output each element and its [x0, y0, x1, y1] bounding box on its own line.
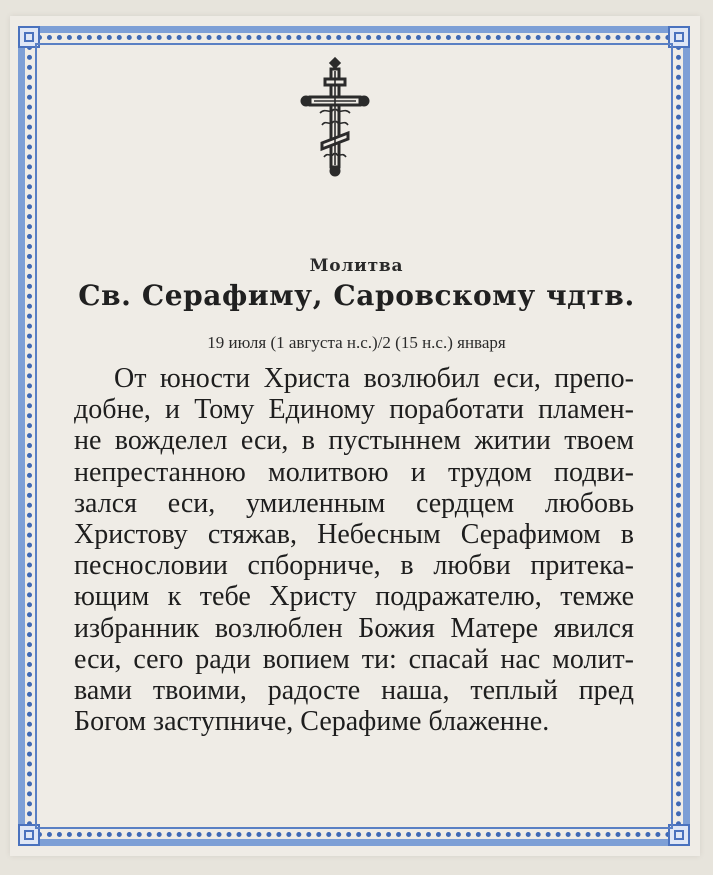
prayer-line: ющим к тебе Христу подражателю, темже — [74, 581, 634, 613]
prayer-line: еси, сего ради вопием ти: спасай нас молит- — [74, 643, 634, 675]
prayer-text — [74, 363, 634, 737]
prayer-line: избранник возлюблен Божия Матере явился — [74, 612, 634, 644]
prayer-line: Богом заступниче, Серафиме блаженне. — [74, 706, 550, 738]
border-corner-top-right — [668, 26, 690, 48]
saint-title: Св. Серафиму, Саровскому чдтв. — [78, 279, 635, 312]
orthodox-cross-icon — [300, 55, 370, 185]
border-corner-bottom-right — [668, 824, 690, 846]
prayer-line: зался еси, умиленным сердцем любовь — [74, 487, 634, 519]
border-corner-bottom-left — [18, 824, 40, 846]
prayer-line: добне, и Тому Единому поработати пламен- — [74, 394, 634, 426]
prayer-line: песнословии спборниче, в любви притека- — [74, 550, 634, 582]
prayer-line: вами твоими, радосте наша, теплый пред — [74, 675, 634, 707]
prayer-heading: Молитва — [309, 256, 404, 276]
prayer-line: не вожделел еси, в пустыннем житии твоем — [74, 425, 634, 457]
prayer-line: Христову стяжав, Небесным Серафимом в — [74, 519, 634, 551]
border-corner-top-left — [18, 26, 40, 48]
feast-dates: 19 июля (1 августа н.с.)/2 (15 н.с.) января — [207, 333, 506, 352]
prayer-line: непрестанною молитвою и трудом подви- — [74, 456, 634, 488]
prayer-line: От юности Христа возлюбил еси, препо- — [114, 363, 634, 394]
